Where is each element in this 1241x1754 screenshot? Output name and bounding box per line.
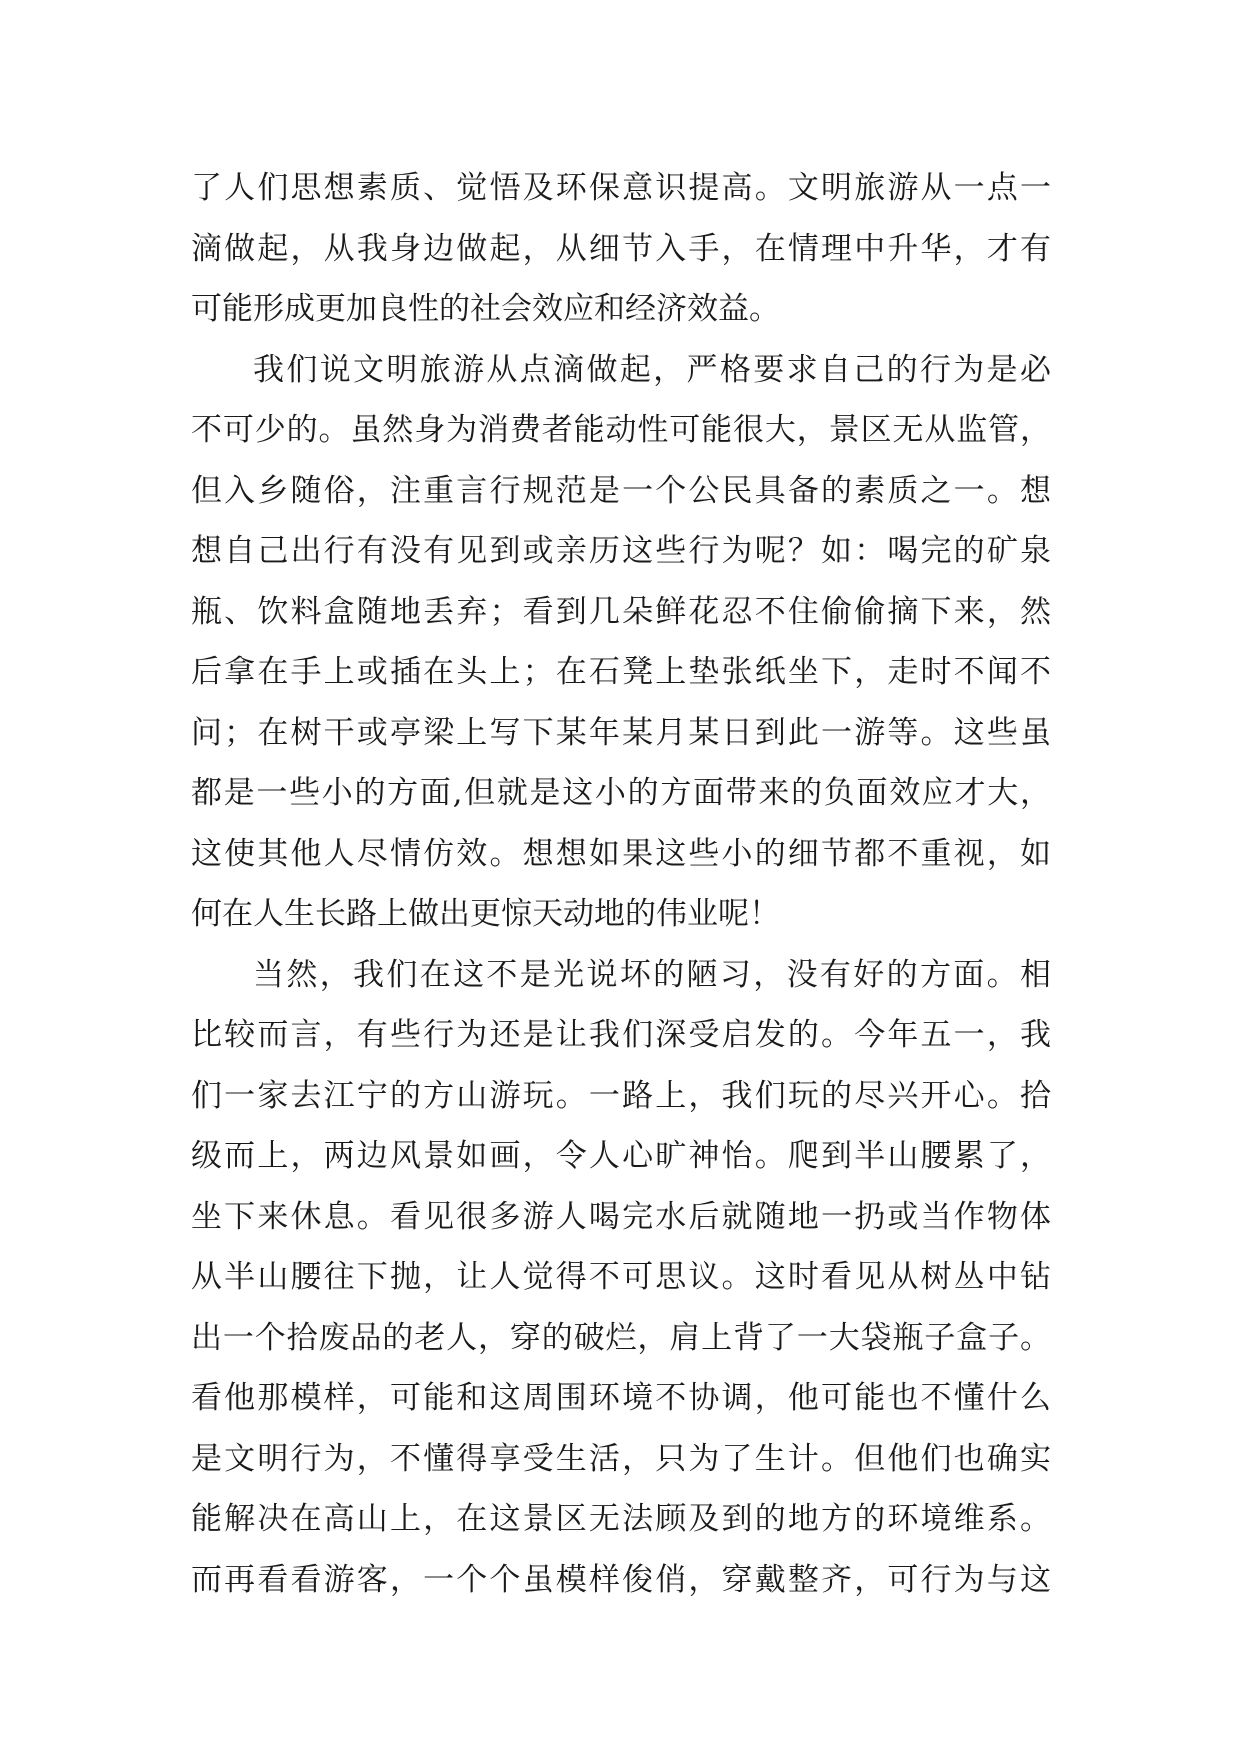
text-line: 出一个拾废品的老人，穿的破烂，肩上背了一大袋瓶子盒子。 — [191, 1319, 1051, 1356]
text-line: 但入乡随俗，注重言行规范是一个公民具备的素质之一。想 — [191, 472, 1051, 509]
text-line: 想自己出行有没有见到或亲历这些行为呢？如：喝完的矿泉 — [191, 533, 1051, 569]
text-line: 可能形成更加良性的社会效应和经济效益。 — [191, 291, 780, 327]
text-line: 瓶、饮料盒随地丢弃；看到几朵鲜花忍不住偷偷摘下来，然 — [191, 593, 1051, 630]
text-line: 不可少的。虽然身为消费者能动性可能很大，景区无从监管， — [191, 412, 1051, 448]
text-line: 级而上，两边风景如画，令人心旷神怡。爬到半山腰累了， — [191, 1138, 1051, 1174]
text-line: 问；在树干或亭梁上写下某年某月某日到此一游等。这些虽 — [191, 714, 1051, 751]
text-line: 坐下来休息。看见很多游人喝完水后就随地一扔或当作物体 — [191, 1198, 1051, 1235]
text-line: 滴做起，从我身边做起，从细节入手，在情理中升华，才有 — [191, 230, 1051, 267]
text-line: 后拿在手上或插在头上；在石凳上垫张纸坐下，走时不闻不 — [191, 654, 1051, 690]
text-line: 当然，我们在这不是光说坏的陋习，没有好的方面。相 — [253, 956, 1051, 993]
text-line: 何在人生长路上做出更惊天动地的伟业呢！ — [191, 896, 780, 932]
text-line: 们一家去江宁的方山游玩。一路上，我们玩的尽兴开心。拾 — [191, 1077, 1051, 1114]
text-line: 我们说文明旅游从点滴做起，严格要求自己的行为是必 — [253, 351, 1051, 388]
text-line: 比较而言，有些行为还是让我们深受启发的。今年五一，我 — [191, 1017, 1051, 1053]
text-line: 而再看看游客，一个个虽模样俊俏，穿戴整齐，可行为与这 — [191, 1561, 1051, 1598]
text-line: 能解决在高山上，在这景区无法顾及到的地方的环境维系。 — [191, 1501, 1051, 1537]
text-line: 都是一些小的方面,但就是这小的方面带来的负面效应才大， — [191, 775, 1051, 811]
text-line: 是文明行为，不懂得享受生活，只为了生计。但他们也确实 — [191, 1440, 1051, 1477]
text-line: 了人们思想素质、觉悟及环保意识提高。文明旅游从一点一 — [191, 170, 1051, 206]
text-line: 从半山腰往下抛，让人觉得不可思议。这时看见从树丛中钻 — [191, 1259, 1051, 1295]
text-line: 看他那模样，可能和这周围环境不协调，他可能也不懂什么 — [191, 1380, 1051, 1416]
body-text — [191, 158, 1051, 1610]
text-line: 这使其他人尽情仿效。想想如果这些小的细节都不重视，如 — [191, 835, 1051, 872]
